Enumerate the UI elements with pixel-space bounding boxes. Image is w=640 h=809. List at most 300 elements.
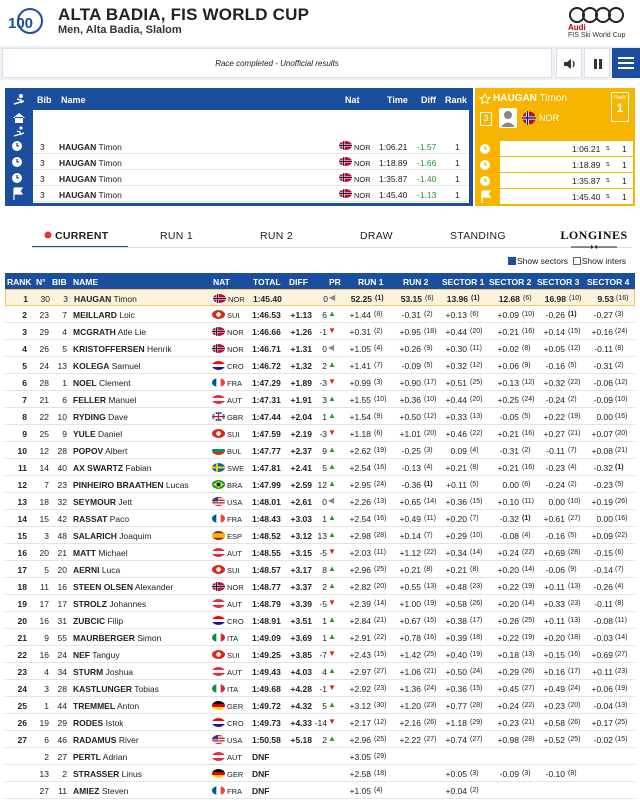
cell-sector2-rank: (14) [522, 566, 535, 573]
flag-nor-icon [212, 327, 225, 336]
cell-bib: 10 [57, 412, 67, 422]
split-nat: NOR [354, 175, 371, 184]
cell-run2: +1.42 [399, 650, 421, 660]
cell-sector3: +0.05 [543, 344, 565, 354]
cell-nat: CRO [227, 617, 244, 626]
table-row[interactable] [5, 646, 635, 663]
cell-bib: 46 [57, 735, 67, 745]
cell-sector3: -0.26 [545, 310, 565, 320]
cell-no: 24 [39, 361, 49, 371]
cell-run1: +2.17 [349, 718, 371, 728]
cell-sector2-rank: (19) [522, 634, 535, 641]
table-row[interactable] [5, 680, 635, 697]
cell-run1: +0.31 [349, 327, 371, 337]
cell-rank: 10 [17, 446, 27, 456]
cell-sector4: +0.11 [592, 667, 613, 677]
cell-pr: 0 [322, 497, 327, 507]
cell-sector3: +0.32 [543, 378, 565, 388]
cell-nat: GER [227, 702, 244, 711]
cell-total: 1:48.57 [252, 565, 281, 575]
cell-diff: +1.26 [290, 327, 312, 337]
cell-pr: -1 [319, 684, 327, 694]
cell-sector2: -0.09 [499, 769, 519, 779]
cell-total: 1:50.58 [252, 735, 281, 745]
th-nat[interactable]: NAT [213, 277, 230, 287]
split-diff: -1.66 [417, 158, 437, 168]
cell-sector3: +0.61 [543, 514, 565, 524]
cell-rank: 6 [22, 378, 27, 388]
cell-pr: 2 [322, 361, 327, 371]
cell-pr: 0 [323, 294, 328, 304]
cell-run2: -0.36 [401, 480, 421, 490]
cell-sector3-rank: (1) [568, 311, 577, 318]
table-row[interactable] [5, 425, 635, 442]
cell-run1-rank: (6) [374, 430, 383, 437]
leader-split-row [500, 141, 633, 156]
cell-no: 17 [39, 599, 49, 609]
cell-sector3-rank: (19) [568, 413, 581, 420]
cell-sector2-rank: (6) [523, 295, 532, 302]
table-row[interactable] [5, 612, 635, 629]
cell-sector4: -0.26 [593, 582, 613, 592]
cell-nat: AUT [227, 600, 242, 609]
th-sector2[interactable]: SECTOR 2 [489, 277, 532, 287]
home-icon [12, 112, 26, 124]
cell-sector4: -0.02 [593, 735, 613, 745]
cell-bib: 32 [57, 497, 67, 507]
cell-sector2-rank: (25) [522, 617, 535, 624]
cell-run2-rank: (5) [424, 362, 433, 369]
cell-nat: AUT [227, 549, 242, 558]
th-sector1[interactable]: SECTOR 1 [442, 277, 485, 287]
table-row[interactable] [5, 527, 635, 544]
status-bar [0, 46, 640, 80]
cell-no: 18 [39, 497, 49, 507]
table-row[interactable] [5, 289, 635, 306]
split-rank: 1 [455, 158, 460, 168]
cell-sector3-rank: (17) [568, 668, 581, 675]
cell-sector3: -0.16 [545, 531, 565, 541]
cell-diff: +3.17 [290, 565, 312, 575]
cell-diff: +3.12 [290, 531, 312, 541]
col-rank: Rank [445, 95, 468, 105]
tab-standing[interactable]: STANDING [450, 230, 506, 242]
col-bib: Bib [37, 95, 52, 105]
arrow-up-icon: ▲ [328, 615, 336, 624]
cell-sector3-rank: (24) [568, 685, 581, 692]
cell-sector1-rank: (22) [470, 430, 483, 437]
table-row[interactable] [5, 748, 635, 765]
cell-run1: +2.54 [349, 463, 371, 473]
cell-rank: 5 [22, 361, 27, 371]
cell-sector4: -0.09 [593, 395, 613, 405]
cell-run2: +1.01 [399, 429, 421, 439]
split-time: 1:06.21 [379, 142, 408, 152]
cell-sector4: -0.27 [593, 310, 613, 320]
cell-sector1: +0.21 [445, 463, 467, 473]
cell-total: 1:48.43 [252, 514, 281, 524]
th-name[interactable]: NAME [73, 277, 99, 287]
th-diff[interactable]: DIFF [289, 277, 308, 287]
cell-sector4: +0.19 [591, 497, 613, 507]
run-split-row [33, 155, 469, 170]
cell-rank: 9 [22, 429, 27, 439]
cell-sector1: +1.18 [445, 718, 467, 728]
tab-run-1[interactable]: RUN 1 [160, 230, 194, 242]
cell-nat: AUT [227, 396, 242, 405]
cell-name: RASSAT Paco [73, 514, 130, 524]
leader-split-rank: 1 [622, 144, 627, 154]
cell-no: 16 [39, 650, 49, 660]
cell-no: 12 [39, 446, 49, 456]
cell-pr: 5 [322, 701, 327, 711]
timer-3-icon [10, 171, 28, 185]
cell-diff: +1.89 [290, 378, 312, 388]
leader-split-rank: 1 [622, 176, 627, 186]
cell-pr: 12 [317, 480, 327, 490]
cell-run2: +0.50 [399, 412, 421, 422]
cell-total: 1:48.01 [252, 497, 281, 507]
menu-button[interactable] [612, 48, 640, 78]
cell-bib: 24 [57, 650, 67, 660]
cell-name: MCGRATH Atle Lie [73, 327, 147, 337]
tab-draw[interactable]: DRAW [360, 230, 393, 242]
cell-sector4: +0.69 [591, 650, 613, 660]
flag-nor-icon [339, 173, 352, 182]
fis-100-logo-icon [6, 6, 44, 38]
cell-sector1: +0.44 [445, 327, 467, 337]
flag-fra-icon [212, 514, 225, 523]
table-row[interactable] [5, 323, 635, 340]
cell-sector1: +0.36 [445, 497, 467, 507]
cell-sector3: 16.98 [544, 294, 566, 304]
arrow-left-icon: ◀ [329, 293, 336, 302]
cell-run2: +1.06 [399, 667, 421, 677]
cell-sector3: +0.27 [543, 429, 565, 439]
cell-rank: 11 [18, 463, 27, 473]
cell-sector1-rank: (26) [470, 600, 483, 607]
cell-sector1-rank: (24) [470, 668, 483, 675]
cell-pr: 6 [322, 310, 327, 320]
cell-sector4-rank: (1) [615, 464, 624, 471]
run-panel-header [5, 88, 473, 110]
cell-sector3-rank: (10) [568, 498, 581, 505]
th-sector4[interactable]: SECTOR 4 [587, 277, 630, 287]
cell-total: 1:47.59 [252, 429, 281, 439]
cell-diff: +1.13 [290, 310, 312, 320]
flag-aut-icon [212, 599, 225, 608]
tab-run-2[interactable]: RUN 2 [260, 230, 294, 242]
cell-sector4: 9.53 [597, 294, 614, 304]
table-row[interactable] [5, 765, 635, 782]
table-row[interactable] [5, 374, 635, 391]
cell-sector1: 13.96 [446, 294, 468, 304]
sponsor-tagline: FIS Ski World Cup [568, 32, 626, 39]
pause-button[interactable] [584, 48, 610, 78]
arrow-down-icon: ▼ [328, 377, 336, 386]
cell-sector2: +0.98 [497, 735, 519, 745]
show-sectors-checkbox[interactable] [508, 257, 516, 265]
arrow-up-icon: ▲ [328, 700, 336, 709]
cell-sector4-rank: (11) [615, 617, 627, 624]
table-row[interactable] [5, 391, 635, 408]
finish-flag-icon [478, 190, 494, 204]
cell-sector1: +0.20 [445, 514, 467, 524]
cell-run1-rank: (14) [374, 600, 387, 607]
cell-sector4-rank: (13) [615, 702, 628, 709]
cell-rank: 16 [17, 548, 27, 558]
cell-run1-rank: (22) [374, 634, 387, 641]
cell-bib: 11 [58, 786, 67, 796]
cell-diff: +1.31 [290, 344, 312, 354]
cell-name: STRASSER Linus [73, 769, 142, 779]
cell-no: 13 [39, 769, 49, 779]
table-row[interactable] [5, 306, 635, 323]
cell-sector4: 0.00 [596, 514, 613, 524]
cell-diff: +1.32 [290, 361, 312, 371]
cell-sector2: +0.02 [497, 344, 519, 354]
cell-sector4: -0.23 [593, 480, 613, 490]
cell-total: 1:48.52 [252, 531, 281, 541]
cell-sector3-rank: (2) [568, 481, 577, 488]
cell-run2-rank: (19) [424, 600, 437, 607]
cell-sector3-rank: (27) [568, 515, 581, 522]
cell-sector4: -0.03 [593, 633, 613, 643]
cell-sector4: +0.07 [591, 429, 613, 439]
cell-bib: 4 [62, 327, 67, 337]
th-sector3[interactable]: SECTOR 3 [537, 277, 580, 287]
flag-cro-icon [212, 361, 225, 370]
cell-sector2-rank: (27) [522, 685, 535, 692]
cell-sector3: +0.22 [543, 412, 565, 422]
arrow-up-icon: ▲ [328, 445, 336, 454]
arrow-up-icon: ▲ [328, 411, 336, 420]
cell-total: 1:48.77 [252, 582, 281, 592]
cell-nat: SUI [227, 566, 240, 575]
cell-bib: 20 [57, 565, 67, 575]
th-pr[interactable]: PR [329, 277, 341, 287]
table-row[interactable] [5, 714, 635, 731]
cell-run2-rank: (6) [425, 295, 434, 302]
cell-sector3-rank: (7) [568, 447, 577, 454]
cell-sector3: +0.15 [543, 650, 565, 660]
cell-run2-rank: (27) [424, 736, 437, 743]
table-row[interactable] [5, 476, 635, 493]
table-row[interactable] [5, 561, 635, 578]
cell-diff: +2.59 [290, 480, 312, 490]
timer-2-icon [10, 155, 28, 169]
cell-sector3: -0.16 [545, 361, 565, 371]
th-run2[interactable]: RUN 2 [403, 277, 429, 287]
cell-run1: +1.05 [349, 786, 371, 796]
results-table [5, 273, 635, 799]
th-bib[interactable]: BIB [52, 277, 67, 287]
cell-sector2-rank: (2) [522, 447, 531, 454]
cell-diff: +1.91 [290, 395, 312, 405]
flag-usa-icon [212, 497, 225, 506]
cell-sector1-rank: (27) [470, 736, 483, 743]
cell-nat: GER [227, 770, 244, 779]
cell-sector2: +0.29 [497, 667, 519, 677]
table-row[interactable] [5, 340, 635, 357]
tab-current[interactable]: CURRENT [55, 230, 109, 242]
cell-diff: +2.37 [290, 446, 312, 456]
cell-run1: +2.91 [349, 633, 371, 643]
cell-sector2-rank: (28) [522, 736, 535, 743]
cell-sector4: -0.11 [594, 599, 613, 609]
leader-split-time: 1:18.89 [572, 160, 601, 170]
table-row[interactable] [5, 357, 635, 374]
cell-no: 7 [44, 480, 49, 490]
cell-run1-rank: (3) [374, 379, 383, 386]
cell-sector2-rank: (9) [522, 362, 531, 369]
arrow-up-icon: ▲ [328, 530, 336, 539]
table-row[interactable] [5, 544, 635, 561]
cell-rank: 17 [17, 565, 27, 575]
table-row[interactable] [5, 442, 635, 459]
table-row[interactable] [5, 782, 635, 799]
cell-sector1-rank: (8) [470, 464, 479, 471]
cell-sector4: +0.09 [591, 531, 613, 541]
cell-sector3-rank: (28) [568, 549, 581, 556]
cell-sector2-rank: (19) [522, 583, 535, 590]
timing-brand-logo [556, 226, 632, 248]
finish-flag-icon [10, 187, 28, 201]
sound-button[interactable] [556, 48, 582, 78]
cell-sector4-rank: (24) [615, 328, 628, 335]
cell-run1: +2.97 [349, 667, 371, 677]
cell-sector2: +0.22 [497, 582, 519, 592]
table-row[interactable] [5, 595, 635, 612]
cell-rank: 14 [17, 514, 27, 524]
cell-run2-rank: (17) [424, 379, 437, 386]
cell-run1: +1.54 [349, 412, 371, 422]
table-row[interactable] [5, 697, 635, 714]
flag-nor-icon [212, 582, 225, 591]
cell-total: 1:48.55 [252, 548, 281, 558]
cell-run1: +1.41 [349, 361, 371, 371]
run-split-row [33, 187, 469, 202]
cell-sector3: +0.11 [544, 616, 565, 626]
cell-nat: CRO [227, 362, 244, 371]
arrow-down-icon: ▼ [328, 683, 336, 692]
cell-run2-rank: (21) [424, 668, 437, 675]
cell-run2: 53.15 [400, 294, 422, 304]
cell-pr: -3 [319, 429, 327, 439]
cell-sector1: +0.77 [445, 701, 467, 711]
cell-total: 1:49.09 [252, 633, 281, 643]
flag-aut-icon [212, 395, 225, 404]
table-row[interactable] [5, 663, 635, 680]
cell-no: 6 [44, 735, 49, 745]
leader-split-row [500, 173, 633, 188]
cell-run2-rank: (25) [424, 651, 437, 658]
cell-sector2: 12.68 [498, 294, 520, 304]
table-row[interactable] [5, 408, 635, 425]
cell-run1-rank: (10) [374, 396, 387, 403]
cell-rank: 21 [17, 633, 27, 643]
cell-sector2: +0.26 [497, 616, 519, 626]
cell-no: 5 [44, 565, 49, 575]
cell-nat: NOR [227, 583, 244, 592]
cell-nat: NOR [227, 328, 244, 337]
col-diff: Diff [421, 95, 436, 105]
cell-nat: ESP [227, 532, 243, 541]
table-row[interactable] [5, 459, 635, 476]
cell-sector1: +0.04 [445, 786, 467, 796]
cell-sector1: +0.21 [445, 565, 467, 575]
cell-run1-rank: (7) [374, 362, 383, 369]
cell-bib: 6 [62, 395, 67, 405]
th-no[interactable]: N° [36, 277, 46, 287]
cell-run1-rank: (30) [374, 702, 387, 709]
cell-rank: 22 [17, 650, 27, 660]
cell-sector4-rank: (25) [615, 719, 628, 726]
cell-sector1: +0.36 [445, 684, 467, 694]
cell-run1: +3.12 [349, 701, 371, 711]
table-row[interactable] [5, 578, 635, 595]
cell-pr: 1 [322, 616, 327, 626]
table-row[interactable] [5, 731, 635, 748]
cell-sector1-rank: (3) [470, 770, 479, 777]
cell-sector1: +0.33 [445, 412, 467, 422]
cell-no: 15 [39, 514, 49, 524]
cell-sector2: -0.05 [499, 412, 519, 422]
cell-run1-rank: (4) [374, 345, 383, 352]
cell-no: 29 [39, 327, 49, 337]
cell-bib: 42 [57, 514, 67, 524]
cell-bib: 27 [57, 752, 67, 762]
cell-sector1-rank: (19) [470, 651, 483, 658]
cell-run2-rank: (1) [424, 481, 433, 488]
th-total[interactable]: TOTAL [253, 277, 281, 287]
cell-run2: +2.16 [399, 718, 421, 728]
cell-run1: 52.25 [350, 294, 372, 304]
flag-nor-icon [212, 344, 225, 353]
cell-total: 1:45.40 [253, 294, 282, 304]
cell-run1: +2.84 [349, 616, 371, 626]
cell-sector3: +0.52 [543, 735, 565, 745]
table-row[interactable] [5, 493, 635, 510]
cell-sector2-rank: (10) [522, 311, 535, 318]
split-diff: -1.57 [417, 142, 437, 152]
cell-sector1: +0.11 [446, 480, 467, 490]
cell-name: SALARICH Joaquim [73, 531, 152, 541]
cell-nat: AUT [227, 753, 242, 762]
split-bib: 3 [40, 190, 45, 200]
cell-name: SEYMOUR Jett [73, 497, 133, 507]
cell-rank: 2 [22, 310, 27, 320]
flag-sui-icon [212, 310, 225, 319]
cell-no: 25 [39, 429, 49, 439]
cell-bib: 28 [57, 446, 67, 456]
cell-sector1: +0.13 [445, 310, 467, 320]
table-row[interactable] [5, 629, 635, 646]
th-run1[interactable]: RUN 1 [358, 277, 384, 287]
cell-pr: 3 [322, 395, 327, 405]
cell-no: 26 [39, 344, 49, 354]
cell-sector4: -0.06 [593, 378, 613, 388]
table-row[interactable] [5, 510, 635, 527]
th-rank[interactable]: RANK [7, 277, 32, 287]
run-split-row [33, 171, 469, 186]
cell-total: 1:49.43 [252, 667, 281, 677]
show-inters-checkbox[interactable] [573, 257, 581, 265]
cell-sector1-rank: (7) [470, 515, 479, 522]
col-name: Name [61, 95, 86, 105]
cell-run1-rank: (27) [374, 668, 387, 675]
cell-run2-rank: (22) [424, 549, 437, 556]
